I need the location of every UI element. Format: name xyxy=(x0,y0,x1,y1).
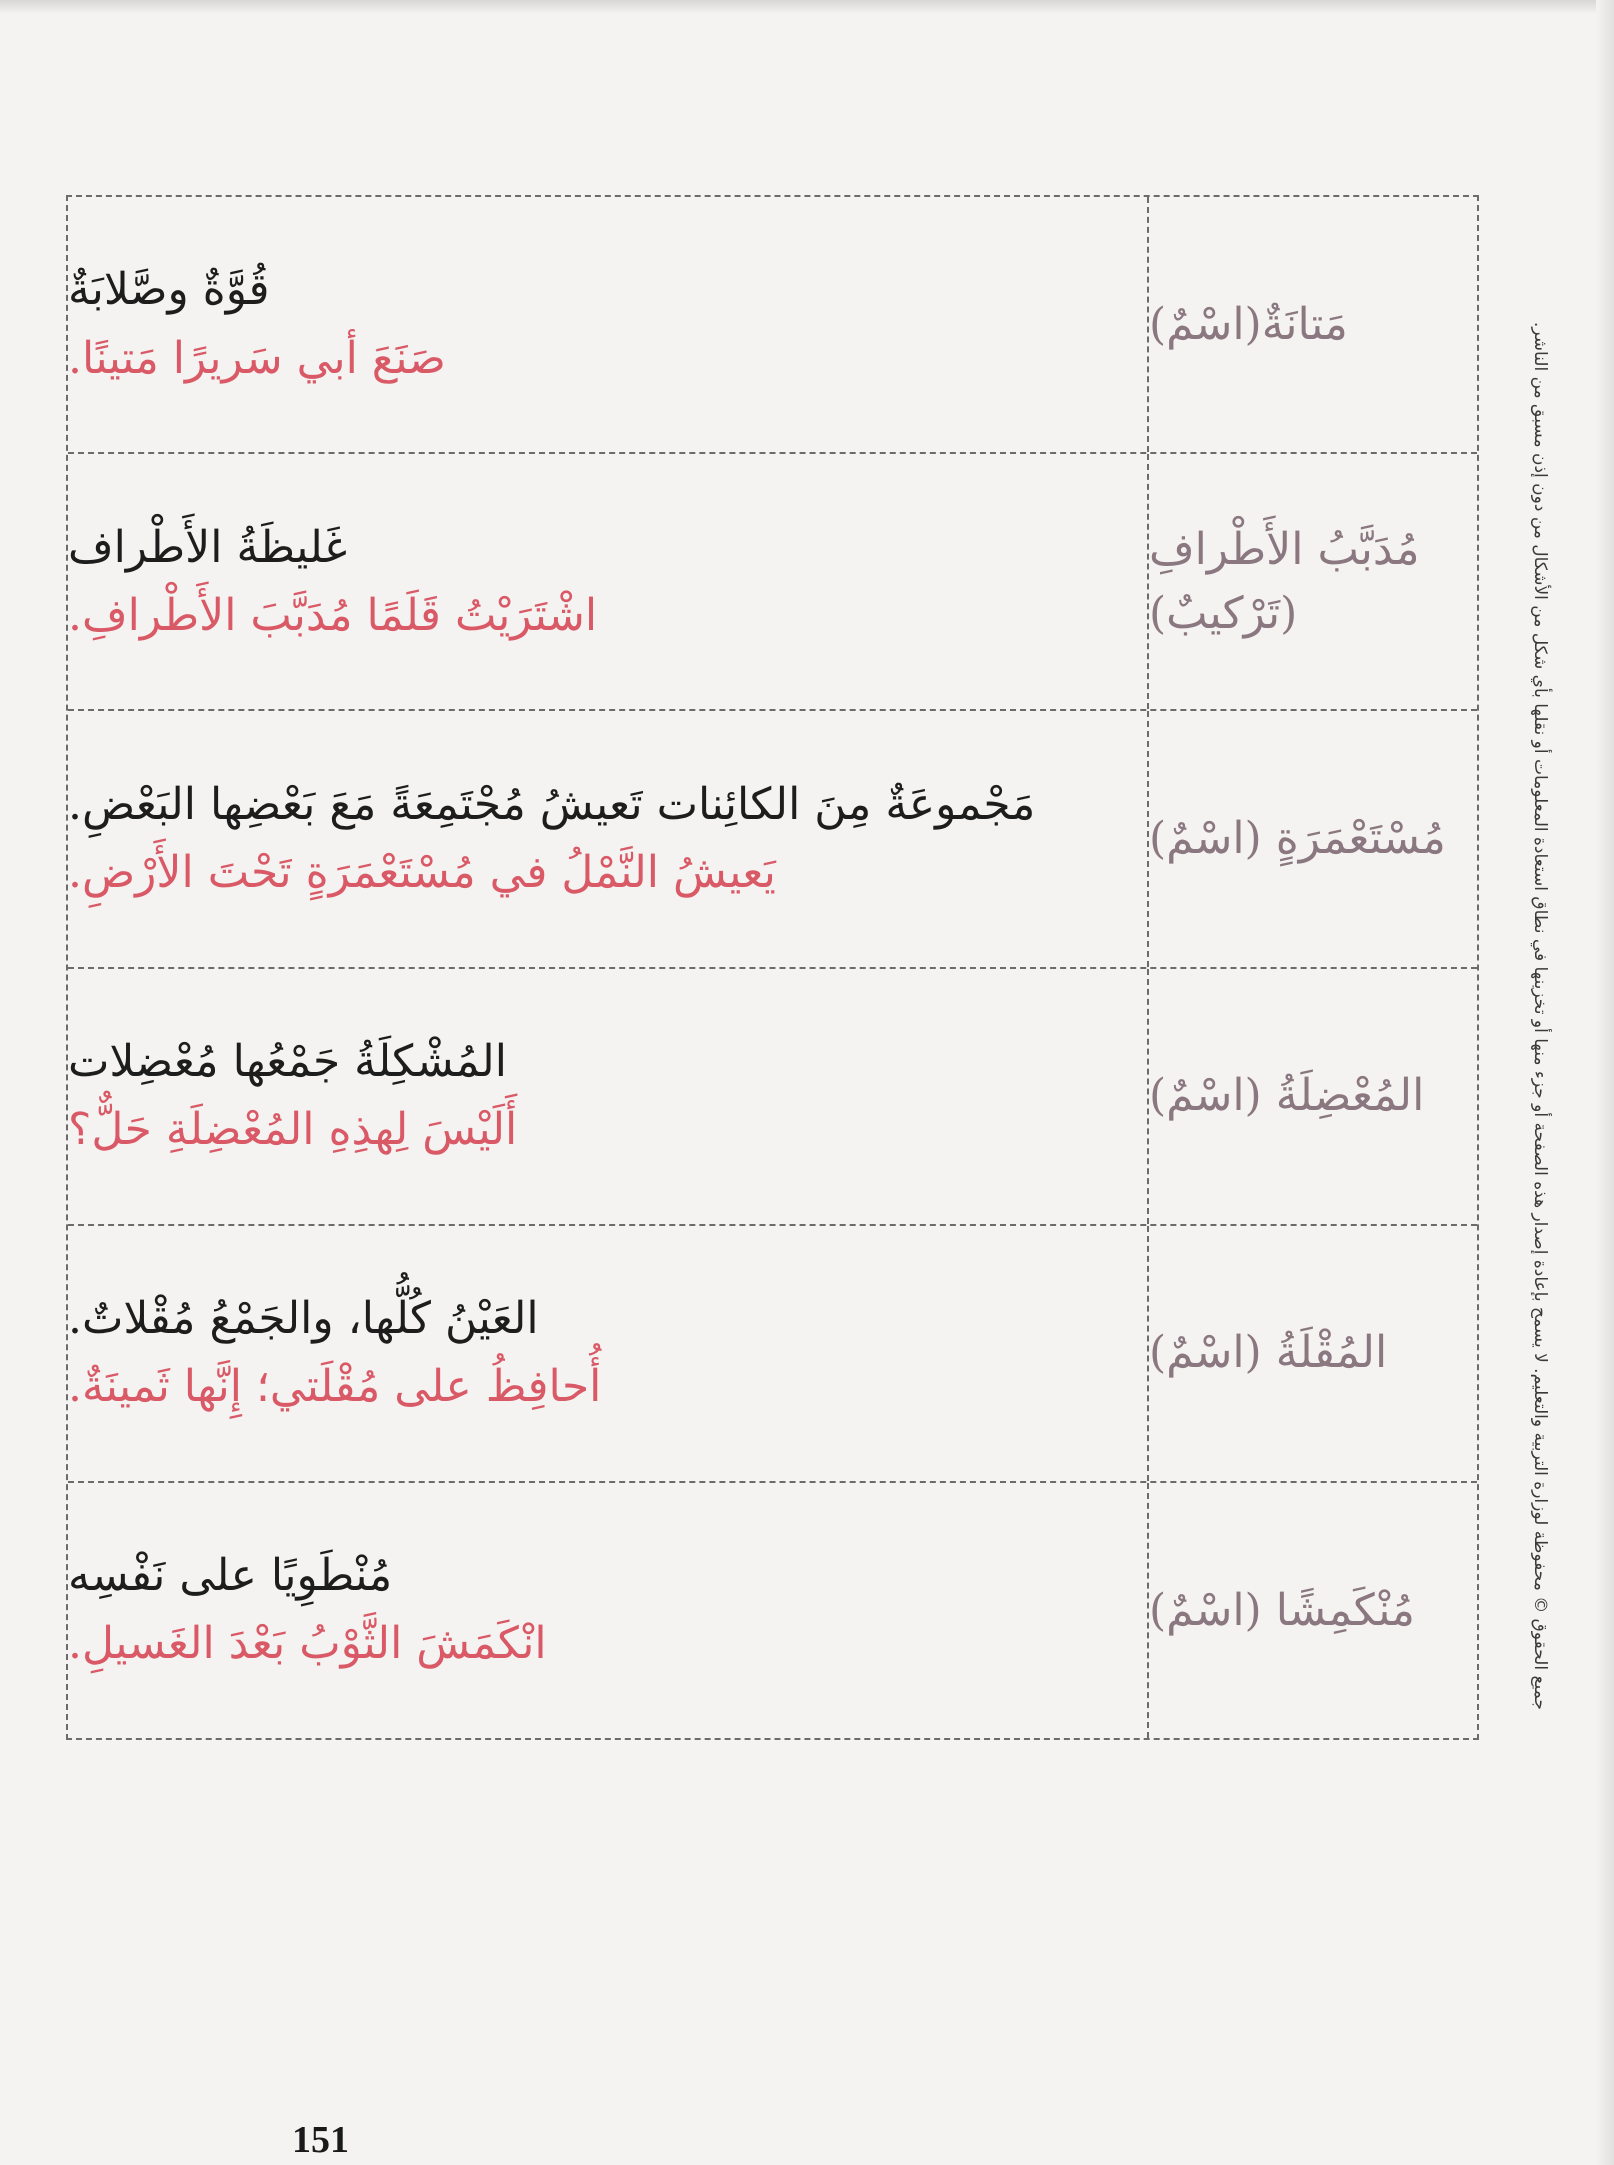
meaning-cell xyxy=(68,1483,1147,1738)
meaning-cell xyxy=(68,969,1147,1224)
vocab-example: أُحافِظُ على مُقْلَتي؛ إِنَّها ثَمينَةٌ. xyxy=(68,1361,602,1413)
vocab-example: صَنَعَ أبي سَريرًا مَتينًا. xyxy=(68,332,446,384)
copyright-note: جميع الحقوق © محفوظة لوزارة التربية والتعليم. لا يسمح بإعادة إصدار هذه الصفحة أو جزء منها أو تخزينها في نطاق استعادة المعلومات أو نقلها بأي شكل من الأشكال من دون إذن مسبق من الناشر. xyxy=(1530,321,1550,1710)
vocab-row xyxy=(68,197,1477,454)
vocab-term: المُعْضِلَةُ (اسْمٌ) xyxy=(1149,1070,1425,1122)
page-top-edge xyxy=(0,0,1614,14)
vocab-example: يَعيشُ النَّمْلُ في مُسْتَعْمَرَةٍ تَحْتَ الأَرْضِ. xyxy=(68,846,776,898)
page-right-edge xyxy=(1596,0,1614,2165)
vocab-row xyxy=(68,711,1477,968)
vocab-term: مَتانَةٌ(اسْمٌ) xyxy=(1149,298,1348,350)
vocab-term: مُسْتَعْمَرَةٍ (اسْمٌ) xyxy=(1149,813,1446,865)
term-cell xyxy=(1147,969,1477,1224)
vocab-row xyxy=(68,454,1477,711)
vocab-term-type: (تَرْكيبٌ) xyxy=(1149,587,1298,639)
meaning-cell xyxy=(68,1226,1147,1481)
vocab-meaning: قُوَّةٌ وصَّلابَةٌ xyxy=(68,264,270,316)
term-cell xyxy=(1147,711,1477,966)
vocab-term: مُدَبَّبُ الأَطْرافِ xyxy=(1149,523,1420,575)
meaning-cell xyxy=(68,197,1147,452)
term-cell xyxy=(1147,1483,1477,1738)
vocab-example: انْكَمَشَ الثَّوْبُ بَعْدَ الغَسيلِ. xyxy=(68,1618,547,1670)
vocab-meaning: المُشْكِلَةُ جَمْعُها مُعْضِلات xyxy=(68,1035,507,1087)
term-cell xyxy=(1147,197,1477,452)
vocab-term: مُنْكَمِشًا (اسْمٌ) xyxy=(1149,1584,1415,1636)
vocab-meaning: العَيْنُ كُلُّها، والجَمْعُ مُقْلاتٌ. xyxy=(68,1293,539,1345)
vocab-row xyxy=(68,1226,1477,1483)
vocab-row xyxy=(68,1483,1477,1738)
term-cell xyxy=(1147,454,1477,709)
vocab-row xyxy=(68,969,1477,1226)
page-number: 151 xyxy=(292,2119,349,2161)
meaning-cell xyxy=(68,454,1147,709)
vocab-term: المُقْلَةُ (اسْمٌ) xyxy=(1149,1327,1388,1379)
vocab-meaning: مُنْطَوِيًا على نَفْسِه xyxy=(68,1550,393,1602)
vocab-example: أَلَيْسَ لِهذِهِ المُعْضِلَةِ حَلٌّ؟ xyxy=(68,1104,518,1156)
meaning-cell xyxy=(68,711,1147,966)
vocab-meaning: غَليظَةُ الأَطْراف xyxy=(68,521,347,573)
vocab-example: اشْتَرَيْتُ قَلَمًا مُدَبَّبَ الأَطْرافِ. xyxy=(68,589,598,641)
vocabulary-table xyxy=(66,195,1479,1740)
vocab-meaning: مَجْموعَةٌ مِنَ الكائِنات تَعيشُ مُجْتَمِعَةً مَعَ بَعْضِها البَعْضِ. xyxy=(68,778,1036,830)
term-cell xyxy=(1147,1226,1477,1481)
